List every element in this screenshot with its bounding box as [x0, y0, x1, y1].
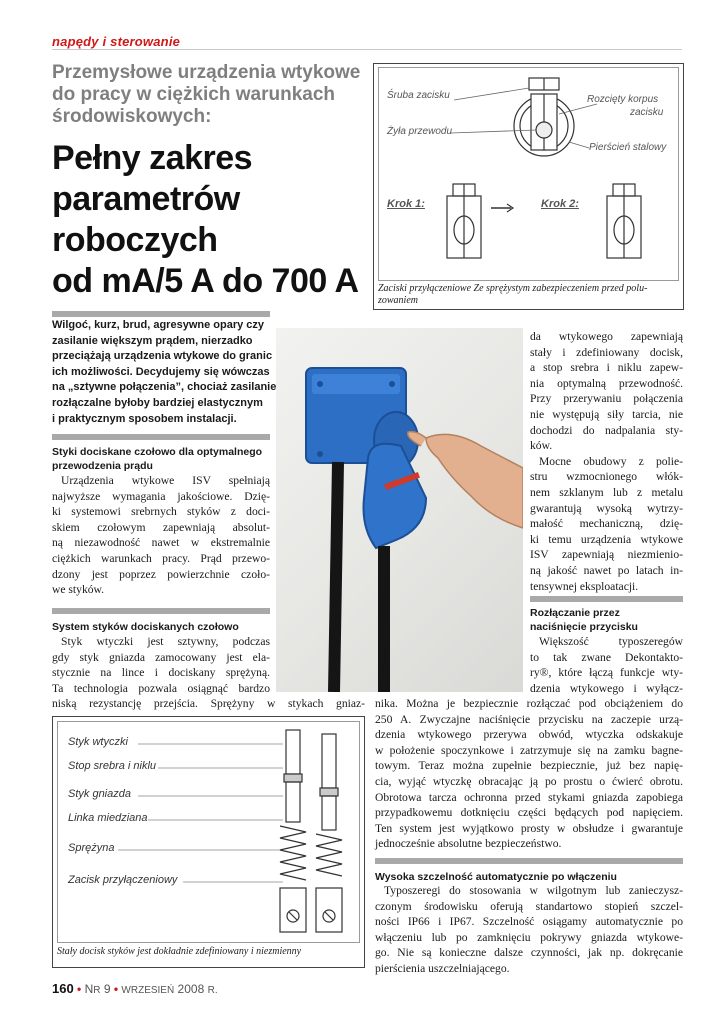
text-line: ności IP66 i IP67. Szczelność osiągamy automatycznie po [375, 915, 683, 929]
heading-line: Rozłączanie przez [530, 607, 620, 619]
text-line: przypadkowemu dotknięciu części będących pod napięciem. [375, 806, 683, 820]
text-line: Styk wtyczki jest sztywny, podczas [61, 635, 270, 648]
lead-paragraph [52, 318, 277, 427]
subtitle-line: środowiskowych: [52, 106, 212, 127]
contact-figure [52, 716, 365, 968]
title-line: parametrów [52, 180, 240, 218]
text-line: ry®, które łączą funkcje wty- [530, 666, 683, 680]
heading-line: przewodzenia prądu [52, 460, 153, 472]
text-line: nem szklanym lub z metalu [530, 485, 683, 499]
text-line: pierścienia uszczelniającego. [375, 961, 510, 975]
text-line: małość mechaniczną, dzię- [530, 517, 683, 531]
title-line: roboczych [52, 221, 218, 259]
text-line: gwarantują wysoką wytrzy- [530, 501, 683, 515]
issue-prefix: N [84, 982, 94, 996]
section-bar [375, 858, 683, 864]
section3-body-narrow [530, 634, 683, 696]
label-ring: Pierścień stalowy [589, 142, 667, 153]
issue-month: WRZESIEŃ [121, 985, 175, 996]
section-heading: Wysoka szczelność automatycznie po włączeniu [375, 871, 617, 883]
lead-bar [52, 311, 270, 317]
label-split-body: Rozcięty korpus [587, 94, 659, 105]
text-line: ków. [530, 439, 553, 453]
text-line: dzenia wtykowego i wyłącz- [530, 681, 683, 695]
right-column-body [530, 329, 683, 594]
page-number: 160 [52, 981, 74, 996]
text-line: dzony jest poprzez powierzchnie czoło- [52, 567, 270, 581]
subtitle-line: Przemysłowe urządzenia wtykowe [52, 62, 361, 83]
lead-line: Wilgoć, kurz, brud, agresywne opary czy [52, 319, 265, 331]
text-line: ki systemowi srebrnych styków z doci- [52, 505, 270, 519]
hand [426, 434, 523, 528]
terminal-drawing [378, 67, 679, 281]
section3-body-wide [375, 696, 683, 852]
text-line: najwyższe wymagania jakościowe. Dzię- [52, 489, 270, 503]
text-line: niską rezystancję przejścia. Sprężyny w stykach gniaz- [52, 697, 365, 710]
article-title [52, 138, 367, 302]
text-line: towym. Teraz można zupełnie bezpiecznie, już bez napię- [375, 759, 683, 773]
label-silver-nickel: Stop srebra i niklu [68, 760, 157, 772]
text-line: ciężkich warunkach pracy. Prąd przewo- [52, 551, 270, 565]
text-line: to tak zwane Dekontakto- [530, 650, 683, 664]
text-line: stały i zdefiniowany docisk, [530, 345, 683, 359]
text-line: da wtykowego zapewniają [530, 330, 683, 343]
text-line: Urządzenia wtykowe ISV spełniają [61, 474, 270, 487]
section-heading [52, 445, 270, 473]
plug-socket-illustration [276, 328, 523, 692]
label-socket-contact: Styk gniazda [68, 788, 131, 800]
heading-line: Styki dociskane czołowo dla optymalnego [52, 446, 263, 458]
label-step-2: Krok 2: [541, 198, 579, 210]
lead-line: zasilanie większym prądem, nierzadko [52, 334, 253, 347]
title-line: od mA/5 A do 700 A [52, 262, 359, 300]
text-line: stru wzmocnionego włók- [530, 470, 683, 484]
heading-line: naciśnięcie przycisku [530, 621, 638, 633]
section-label: napędy i sterowanie [52, 34, 181, 49]
text-line: stycznie na lince i dociskany sprężyną. [52, 666, 270, 680]
text-line: włączeniu lub po zamknięciu pokrywy gniazda wtykowe- [375, 930, 683, 944]
section1-body [52, 473, 270, 598]
text-line: gdy styk gniazda zamocowany jest ela- [52, 650, 270, 664]
section-heading: System styków dociskanych czołowo [52, 621, 239, 633]
issue-year: 2008 [177, 982, 205, 996]
terminal-figure [373, 63, 684, 310]
label-copper-wire: Linka miedziana [68, 812, 148, 824]
lead-line: przeciążają urządzenia wtykowe do granic [52, 350, 273, 363]
label-plug-contact: Styk wtyczki [68, 736, 128, 748]
text-line: ną niezawodność nawet w ekstremalnie [52, 536, 270, 550]
section2-body-wide [52, 696, 365, 712]
year-suffix: R. [207, 985, 218, 996]
text-line: cia, wyjąć wtyczkę obracając ją po prostu o ćwierć obrotu. [375, 774, 683, 788]
label-wire: Żyła przewodu [387, 126, 453, 137]
article-subtitle [52, 62, 367, 128]
text-line: ną jakość nawet po latach in- [530, 563, 683, 577]
text-line: ISV zapewniają niezmienio- [530, 548, 683, 562]
text-line: Obrotowa tarcza ochronna przed stykami gniazda zapobiega [375, 790, 683, 804]
lead-line: i praktycznym sposobem instalacji. [52, 412, 237, 425]
text-line: we styków. [52, 583, 105, 597]
text-line: nika. Można je bezpiecznie rozłączać pod obciążeniem do [375, 697, 683, 710]
text-line: Typoszeregi do stosowania w wilgotnym lub zanieczysz- [384, 884, 683, 897]
section2-body [52, 634, 270, 696]
issue-suffix: R [93, 985, 101, 996]
plug-body [364, 444, 427, 548]
section-bar [530, 596, 683, 602]
section-heading [530, 606, 683, 634]
text-line: jednocześnie absolutne bezpieczeństwo. [375, 837, 562, 851]
text-line: nia optymalną przewodność. [530, 376, 683, 390]
label-spring: Sprężyna [68, 842, 115, 854]
text-line: skiem czołowym zapewniają absolut- [52, 520, 270, 534]
page-footer: 160 • NR 9 • WRZESIEŃ 2008 R. [52, 981, 218, 996]
text-line: Ta technologia pozwala osiągnąć bardzo [52, 681, 270, 695]
label-step-1: Krok 1: [387, 198, 425, 210]
lead-line: ich możliwości. Decydujemy się wówczas [52, 365, 270, 378]
figure-top-caption [378, 283, 679, 307]
title-line: Pełny zakres [52, 139, 253, 177]
subtitle-line: do pracy w ciężkich warunkach [52, 84, 335, 105]
header-divider [52, 49, 682, 50]
label-split-body-2: zacisku [630, 107, 664, 118]
text-line: dzenia wtykowego przerywa obwód, wtyczka odskakuje [375, 728, 683, 742]
lead-line: rozłączalne byłoby bardziej elastycznym [52, 396, 263, 409]
text-line: ki temu urządzenia wtykowe [530, 532, 683, 546]
contact-drawing [57, 721, 360, 943]
text-line: dochodzi do nadpalania sty- [530, 423, 683, 437]
lead-line: na „sztywne połączenia”, chociaż zasilanie [52, 381, 277, 394]
text-line: nie występują siły tarcia, nie [530, 407, 683, 421]
caption-line: Zaciski przyłączeniowe Ze sprężystym zabezpieczeniem przed polu- [378, 283, 648, 294]
figure-bottom-caption: Stały docisk styków jest dokładnie zdefiniowany i niezmienny [57, 946, 302, 957]
section-bar [52, 608, 270, 614]
text-line: Ten system jest wyjątkowo prosty w obsłudze i gwarantuje [375, 821, 683, 835]
text-line: Mocne obudowy z polie- [539, 454, 683, 468]
text-line: tensywnej eksploatacji. [530, 579, 639, 593]
caption-line: zowaniem [378, 295, 418, 306]
text-line: czonym środowisku oferują standartowo stopień szczel- [375, 899, 683, 913]
label-terminal: Zacisk przyłączeniowy [68, 874, 178, 886]
label-screw: Śruba zacisku [387, 90, 450, 101]
section-bar [52, 434, 270, 440]
text-line: 250 A. Zwyczajne naciśnięcie przycisku na zaczepie urzą- [375, 712, 683, 726]
contact-diagram [58, 722, 361, 944]
text-line: Przy przerywaniu połączenia [530, 392, 683, 406]
text-line: Większość typoszeregów [539, 635, 683, 648]
text-line: w położenie spoczynkowe i zatrzymuje się na zamku bagne- [375, 743, 683, 757]
product-photo [276, 328, 523, 692]
section4-body [375, 883, 683, 977]
text-line: a stop srebra i niklu zapew- [530, 361, 683, 375]
cable-left [334, 462, 338, 692]
issue-number: 9 [103, 982, 111, 996]
text-line: go. Nie są konieczne dalsze czynności, jak np. dokręcanie [375, 946, 683, 960]
